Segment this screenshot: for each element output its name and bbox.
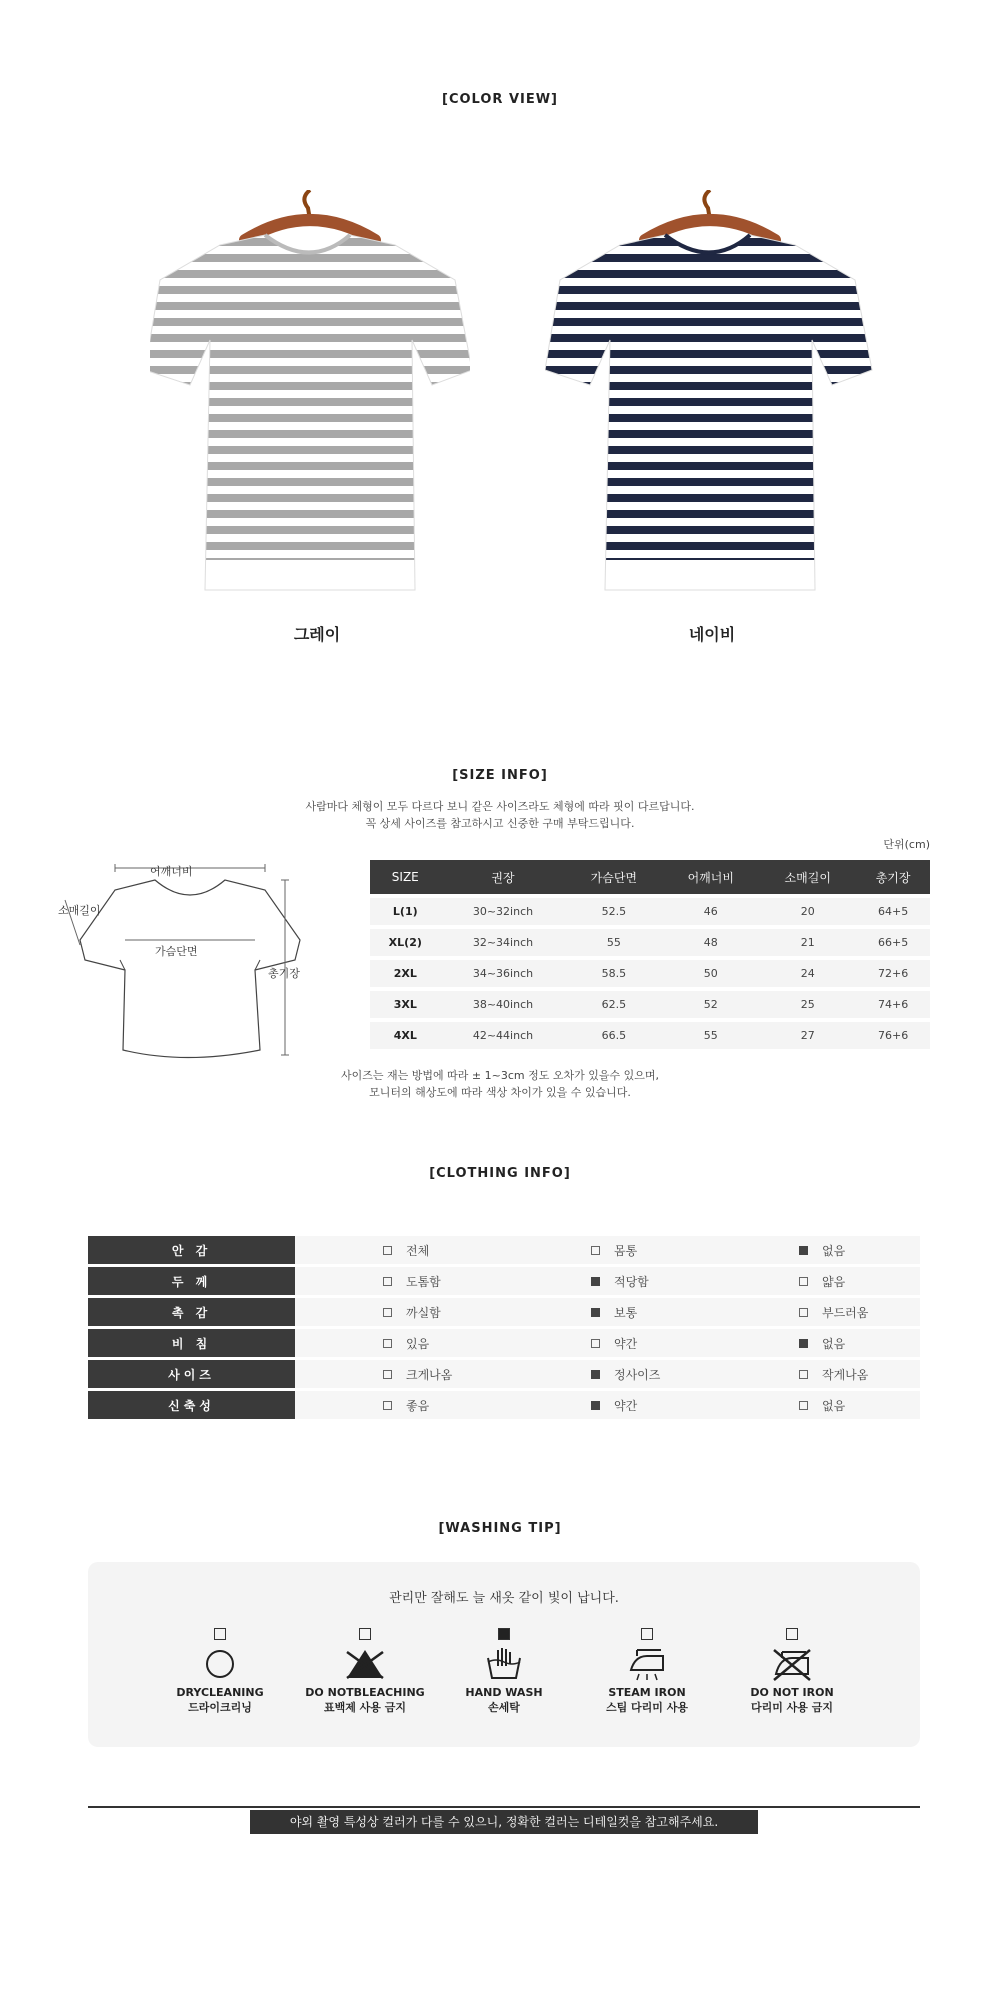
- clothing-option: [711, 1366, 919, 1383]
- clothing-option: [295, 1242, 503, 1259]
- wash-label-ko: 표백제 사용 금지: [323, 1701, 407, 1714]
- table-cell: 46: [662, 898, 759, 925]
- checkbox-icon: [383, 1339, 392, 1348]
- size-col-header: 총기장: [856, 860, 930, 894]
- size-footnote-2: 모니터의 해상도에 따라 색상 차이가 있을 수 있습니다.: [369, 1086, 631, 1099]
- clothing-row-label: 사이즈: [88, 1360, 295, 1388]
- clothing-row-label: 두 께: [88, 1267, 295, 1295]
- circle-icon: [200, 1646, 240, 1682]
- size-info-title: [SIZE INFO]: [452, 768, 548, 783]
- size-footnote-1: 사이즈는 재는 방법에 따라 ± 1~3cm 정도 오차가 있을수 있으며,: [341, 1069, 659, 1082]
- clothing-row-options: [295, 1360, 920, 1388]
- clothing-row-label: 촉 감: [88, 1298, 295, 1326]
- table-cell: 21: [759, 929, 856, 956]
- wash-label-en: DO NOT IRON: [750, 1686, 834, 1699]
- wash-checkbox-no-bleach: [359, 1628, 371, 1640]
- steam-iron-icon: [623, 1646, 671, 1682]
- table-row: [370, 1022, 930, 1049]
- footer-notice: 야외 촬영 특성상 컬러가 다를 수 있으니, 정확한 컬러는 디테일컷을 참고해주세요.: [250, 1810, 758, 1834]
- clothing-option-label: 정사이즈: [614, 1367, 661, 1382]
- washing-tip-title: [WASHING TIP]: [438, 1521, 562, 1536]
- wash-item-hand-wash: [434, 1628, 574, 1715]
- checkbox-icon: [799, 1246, 808, 1255]
- clothing-option: [295, 1397, 503, 1414]
- checkbox-icon: [591, 1246, 600, 1255]
- table-cell: 66+5: [856, 929, 930, 956]
- checkbox-icon: [799, 1277, 808, 1286]
- gray-shirt-image: [150, 190, 470, 610]
- table-cell: 32~34inch: [441, 929, 566, 956]
- clothing-option-label: 까실함: [406, 1305, 441, 1320]
- table-cell: 74+6: [856, 991, 930, 1018]
- table-cell: 48: [662, 929, 759, 956]
- checkbox-icon: [799, 1370, 808, 1379]
- clothing-option: [711, 1273, 919, 1290]
- clothing-option-label: 있음: [406, 1336, 430, 1351]
- clothing-option-label: 좋음: [406, 1398, 430, 1413]
- table-row: [370, 898, 930, 925]
- clothing-option: [503, 1242, 711, 1259]
- table-cell: 52: [662, 991, 759, 1018]
- size-table: [370, 856, 930, 1053]
- table-cell: 42~44inch: [441, 1022, 566, 1049]
- wash-label-ko: 드라이크리닝: [188, 1701, 252, 1714]
- wash-checkbox-no-iron: [786, 1628, 798, 1640]
- clothing-option-label: 약간: [614, 1398, 638, 1413]
- no-iron-icon: [768, 1646, 816, 1682]
- washing-message: 관리만 잘해도 늘 새옷 같이 빛이 납니다.: [389, 1591, 619, 1606]
- clothing-option-label: 적당함: [614, 1274, 649, 1289]
- clothing-option-label: 보통: [614, 1305, 638, 1320]
- diagram-chest-label: 가슴단면: [155, 945, 198, 958]
- clothing-option: [503, 1304, 711, 1321]
- clothing-option: [295, 1335, 503, 1352]
- clothing-option-label: 부드러움: [822, 1305, 869, 1320]
- clothing-option-label: 전체: [406, 1243, 430, 1258]
- color-label-gray: 그레이: [293, 625, 341, 644]
- clothing-option-label: 크게나옴: [406, 1367, 453, 1382]
- wash-label-en: DRYCLEANING: [176, 1686, 264, 1699]
- table-cell: 55: [662, 1022, 759, 1049]
- clothing-row: [88, 1298, 920, 1326]
- clothing-option: [295, 1273, 503, 1290]
- clothing-row-label: 신축성: [88, 1391, 295, 1419]
- clothing-row-label: 비 침: [88, 1329, 295, 1357]
- size-cell: 2XL: [370, 960, 441, 987]
- size-cell: 3XL: [370, 991, 441, 1018]
- checkbox-icon: [591, 1401, 600, 1410]
- checkbox-icon: [591, 1339, 600, 1348]
- table-cell: 72+6: [856, 960, 930, 987]
- diagram-length-label: 총기장: [268, 967, 300, 980]
- checkbox-icon: [383, 1401, 392, 1410]
- wash-label-en: DO NOTBLEACHING: [305, 1686, 425, 1699]
- table-cell: 27: [759, 1022, 856, 1049]
- size-col-header: 가슴단면: [565, 860, 662, 894]
- clothing-option-label: 없음: [822, 1243, 846, 1258]
- table-cell: 50: [662, 960, 759, 987]
- clothing-option-label: 도톰함: [406, 1274, 441, 1289]
- wash-label-ko: 손세탁: [488, 1701, 520, 1714]
- wash-item-no-bleach: [295, 1628, 435, 1715]
- checkbox-icon: [383, 1308, 392, 1317]
- table-cell: 52.5: [565, 898, 662, 925]
- table-row: [370, 960, 930, 987]
- clothing-row-options: [295, 1298, 920, 1326]
- clothing-option: [711, 1242, 919, 1259]
- checkbox-icon: [799, 1339, 808, 1348]
- clothing-row: [88, 1236, 920, 1264]
- clothing-row: [88, 1329, 920, 1357]
- size-cell: 4XL: [370, 1022, 441, 1049]
- clothing-row: [88, 1267, 920, 1295]
- clothing-option-label: 작게나옴: [822, 1367, 869, 1382]
- diagram-shoulder-label: 어깨너비: [150, 865, 193, 878]
- clothing-row-options: [295, 1267, 920, 1295]
- navy-shirt-image: [545, 190, 875, 610]
- size-col-header: 어깨너비: [662, 860, 759, 894]
- checkbox-icon: [591, 1370, 600, 1379]
- table-row: [370, 929, 930, 956]
- wash-label-ko: 다리미 사용 금지: [750, 1701, 834, 1714]
- wash-checkbox-hand-wash: [498, 1628, 510, 1640]
- checkbox-icon: [591, 1308, 600, 1317]
- size-cell: XL(2): [370, 929, 441, 956]
- table-cell: 64+5: [856, 898, 930, 925]
- table-cell: 25: [759, 991, 856, 1018]
- table-cell: 30~32inch: [441, 898, 566, 925]
- table-cell: 20: [759, 898, 856, 925]
- size-col-header: SIZE: [370, 860, 441, 894]
- size-note-2: 꼭 상세 사이즈를 참고하시고 신중한 구매 부탁드립니다.: [365, 817, 635, 830]
- size-col-header: 소매길이: [759, 860, 856, 894]
- clothing-info-title: [CLOTHING INFO]: [429, 1166, 571, 1181]
- clothing-row-label: 안 감: [88, 1236, 295, 1264]
- color-label-navy: 네이비: [688, 625, 736, 644]
- clothing-option: [503, 1397, 711, 1414]
- table-cell: 58.5: [565, 960, 662, 987]
- wash-label-en: STEAM IRON: [608, 1686, 686, 1699]
- table-cell: 38~40inch: [441, 991, 566, 1018]
- table-cell: 62.5: [565, 991, 662, 1018]
- size-col-header: 권장: [441, 860, 566, 894]
- wash-item-drycleaning: [150, 1628, 290, 1715]
- table-cell: 76+6: [856, 1022, 930, 1049]
- clothing-option: [711, 1397, 919, 1414]
- checkbox-icon: [591, 1277, 600, 1286]
- clothing-option: [503, 1335, 711, 1352]
- checkbox-icon: [383, 1370, 392, 1379]
- no-bleach-icon: [341, 1646, 389, 1682]
- clothing-option-label: 몸통: [614, 1243, 638, 1258]
- table-cell: 55: [565, 929, 662, 956]
- table-cell: 66.5: [565, 1022, 662, 1049]
- clothing-option-label: 약간: [614, 1336, 638, 1351]
- clothing-option: [503, 1366, 711, 1383]
- clothing-option: [711, 1304, 919, 1321]
- clothing-row-options: [295, 1329, 920, 1357]
- checkbox-icon: [799, 1308, 808, 1317]
- clothing-row: [88, 1360, 920, 1388]
- clothing-option: [295, 1366, 503, 1383]
- clothing-option: [503, 1273, 711, 1290]
- table-cell: 34~36inch: [441, 960, 566, 987]
- hand-wash-icon: [482, 1646, 526, 1682]
- clothing-option-label: 없음: [822, 1336, 846, 1351]
- clothing-info-table: [88, 1236, 920, 1422]
- size-cell: L(1): [370, 898, 441, 925]
- diagram-sleeve-label: 소매길이: [58, 904, 101, 917]
- clothing-row-options: [295, 1236, 920, 1264]
- wash-item-steam-iron: [577, 1628, 717, 1715]
- wash-item-no-iron: [722, 1628, 862, 1715]
- color-view-title: [COLOR VIEW]: [442, 92, 558, 107]
- wash-checkbox-steam-iron: [641, 1628, 653, 1640]
- unit-label: 단위(cm): [883, 838, 930, 851]
- clothing-option-label: 없음: [822, 1398, 846, 1413]
- footer-divider: [88, 1806, 920, 1808]
- checkbox-icon: [799, 1401, 808, 1410]
- clothing-row: [88, 1391, 920, 1419]
- washing-tip-panel: [88, 1562, 920, 1747]
- wash-label-ko: 스팀 다리미 사용: [605, 1701, 689, 1714]
- table-cell: 24: [759, 960, 856, 987]
- size-note-1: 사람마다 체형이 모두 다르다 보니 같은 사이즈라도 체형에 따라 핏이 다르답니다.: [305, 800, 695, 813]
- clothing-option: [711, 1335, 919, 1352]
- checkbox-icon: [383, 1246, 392, 1255]
- wash-label-en: HAND WASH: [465, 1686, 543, 1699]
- size-table-header: [370, 860, 930, 894]
- table-row: [370, 991, 930, 1018]
- clothing-row-options: [295, 1391, 920, 1419]
- checkbox-icon: [383, 1277, 392, 1286]
- clothing-option: [295, 1304, 503, 1321]
- clothing-option-label: 얇음: [822, 1274, 846, 1289]
- wash-checkbox-drycleaning: [214, 1628, 226, 1640]
